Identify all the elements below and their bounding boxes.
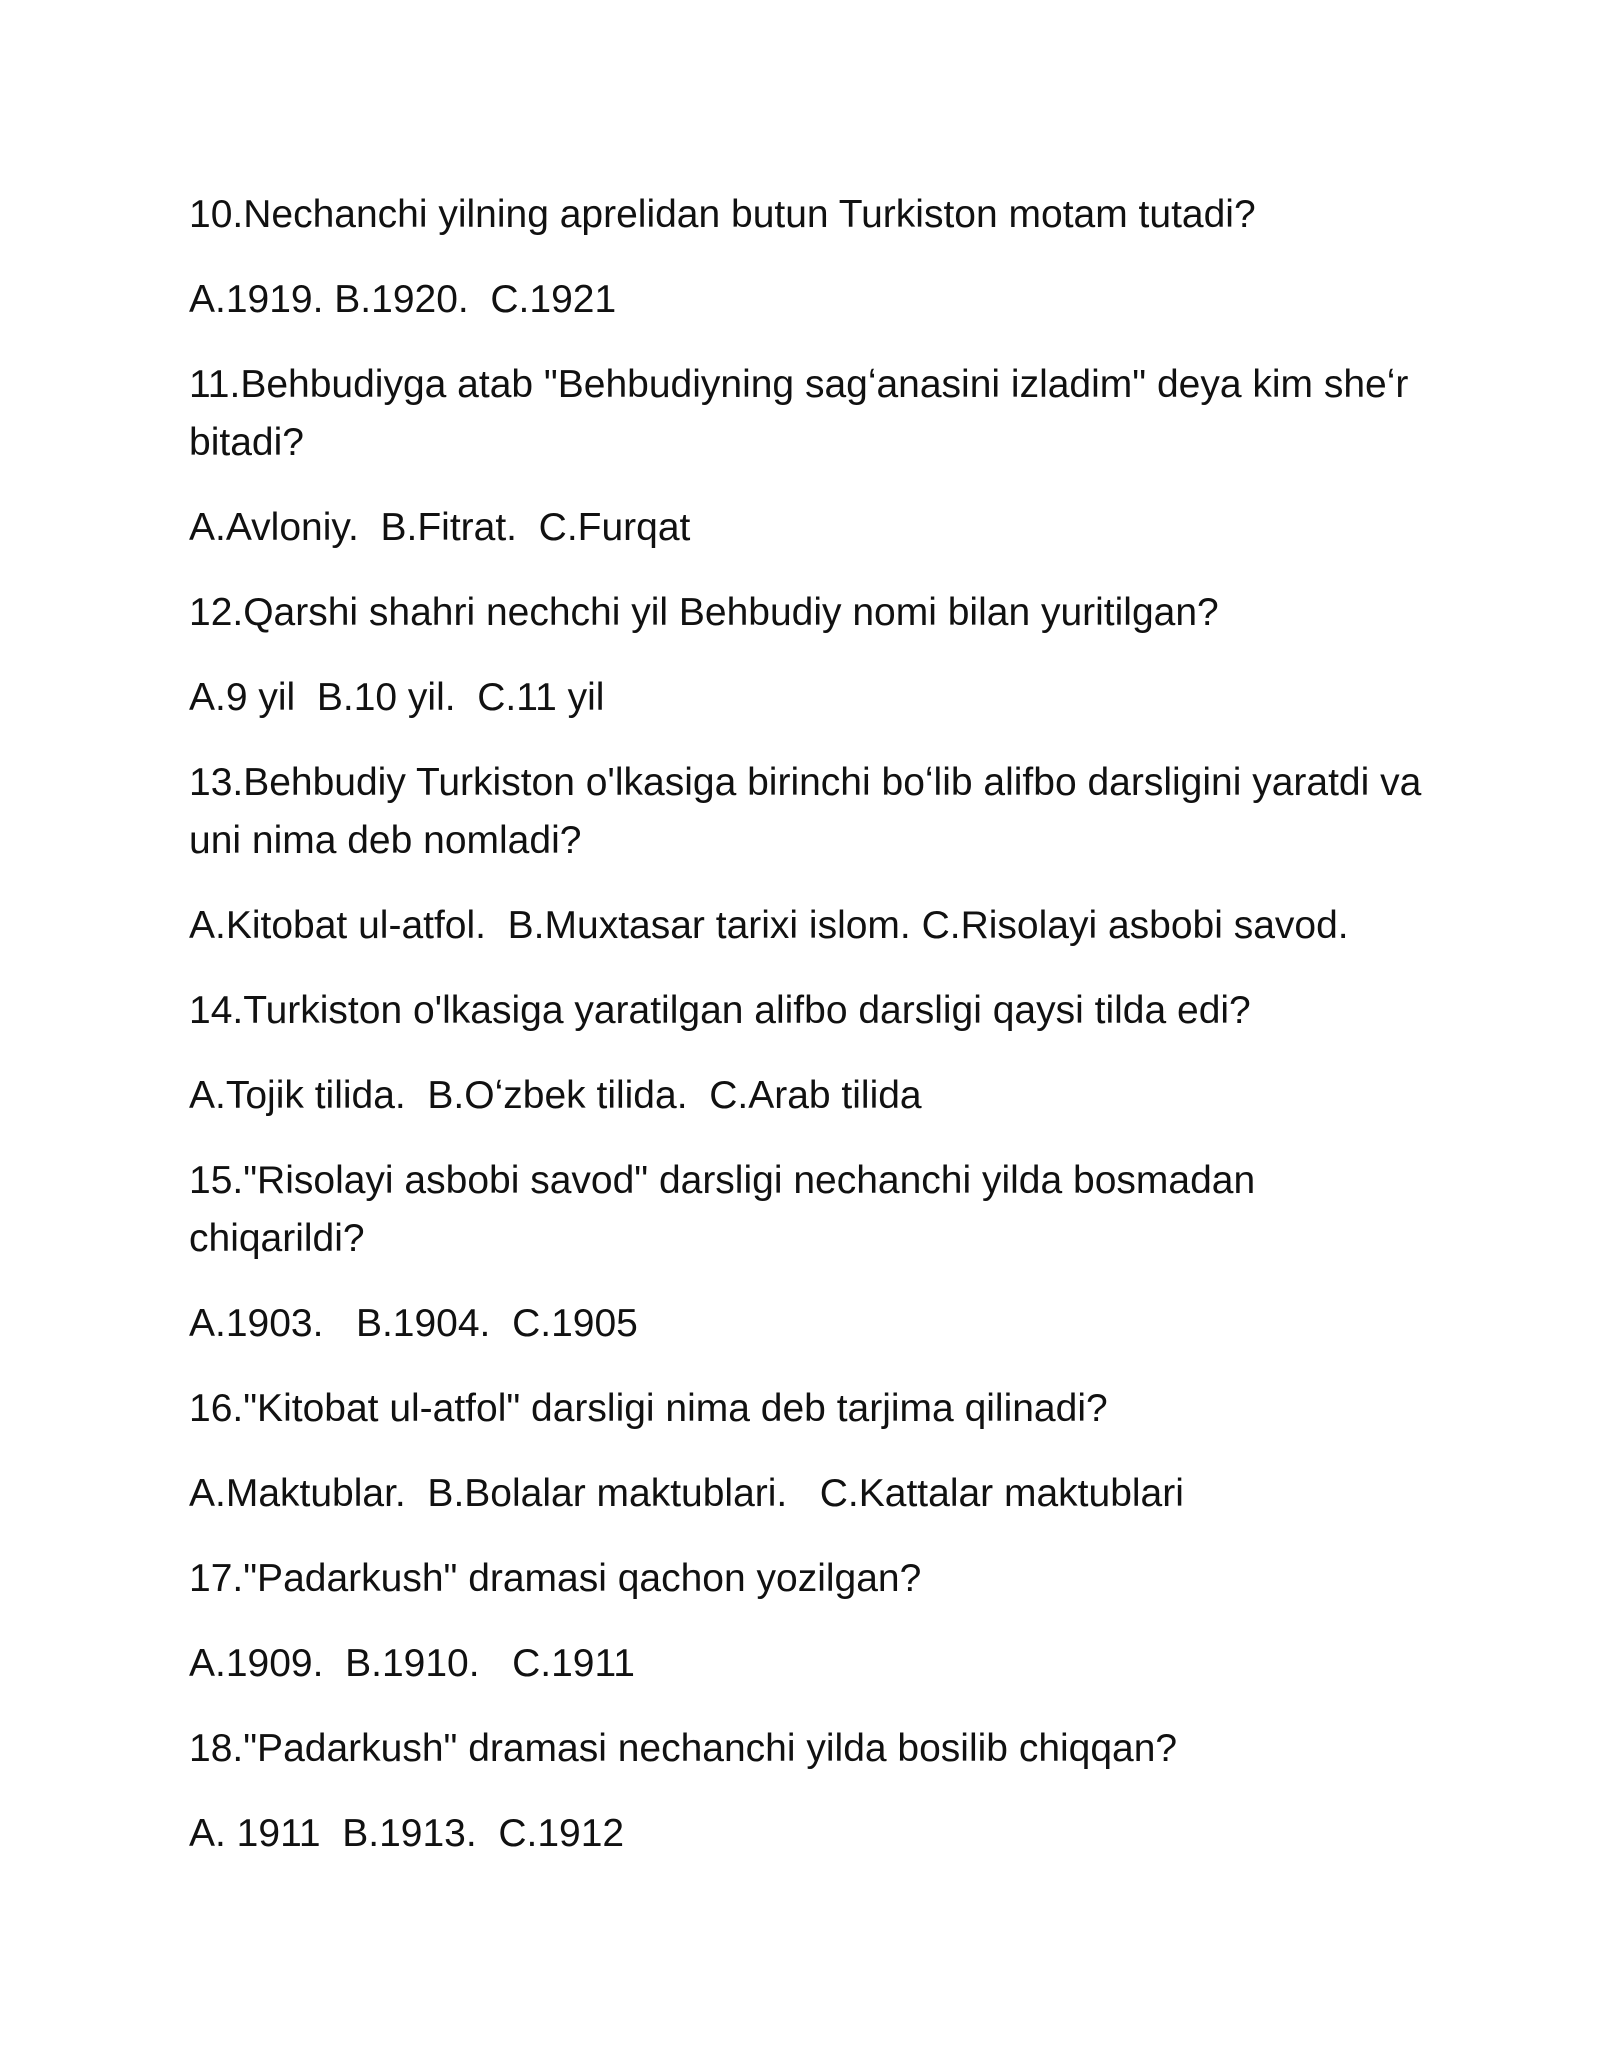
question-12: 12.Qarshi shahri nechchi yil Behbudiy nomi bilan yuritilgan? xyxy=(189,591,1219,634)
answers-13: A.Kitobat ul-atfol. B.Muxtasar tarixi islom. C.Risolayi asbobi savod. xyxy=(189,904,1349,947)
answers-14: A.Tojik tilida. B.Oʻzbek tilida. C.Arab tilida xyxy=(189,1074,922,1117)
answers-17: A.1909. B.1910. C.1911 xyxy=(189,1642,635,1685)
answers-10: A.1919. B.1920. C.1921 xyxy=(189,278,617,321)
question-15: 15."Risolayi asbobi savod" darsligi nechanchi yilda bosmadan chiqarildi? xyxy=(189,1159,1266,1260)
question-10: 10.Nechanchi yilning aprelidan butun Turkiston motam tutadi? xyxy=(189,193,1256,236)
answers-16: A.Maktublar. B.Bolalar maktublari. C.Kattalar maktublari xyxy=(189,1472,1184,1515)
question-14: 14.Turkiston o'lkasiga yaratilgan alifbo darsligi qaysi tilda edi? xyxy=(189,989,1251,1032)
question-17: 17."Padarkush" dramasi qachon yozilgan? xyxy=(189,1557,922,1600)
question-11: 11.Behbudiyga atab "Behbudiyning sagʻanasini izladim" deya kim sheʻr bitadi? xyxy=(189,363,1420,464)
answers-18: A. 1911 B.1913. C.1912 xyxy=(189,1812,625,1855)
answers-12: A.9 yil B.10 yil. C.11 yil xyxy=(189,676,605,719)
quiz-content xyxy=(189,186,1439,1890)
question-16: 16."Kitobat ul-atfol" darsligi nima deb tarjima qilinadi? xyxy=(189,1387,1108,1430)
answers-15: A.1903. B.1904. C.1905 xyxy=(189,1302,638,1345)
answers-11: A.Avloniy. B.Fitrat. C.Furqat xyxy=(189,506,691,549)
question-13: 13.Behbudiy Turkiston o'lkasiga birinchi boʻlib alifbo darsligini yaratdi va uni nima deb nomladi? xyxy=(189,761,1433,862)
question-18: 18."Padarkush" dramasi nechanchi yilda bosilib chiqqan? xyxy=(189,1727,1178,1770)
